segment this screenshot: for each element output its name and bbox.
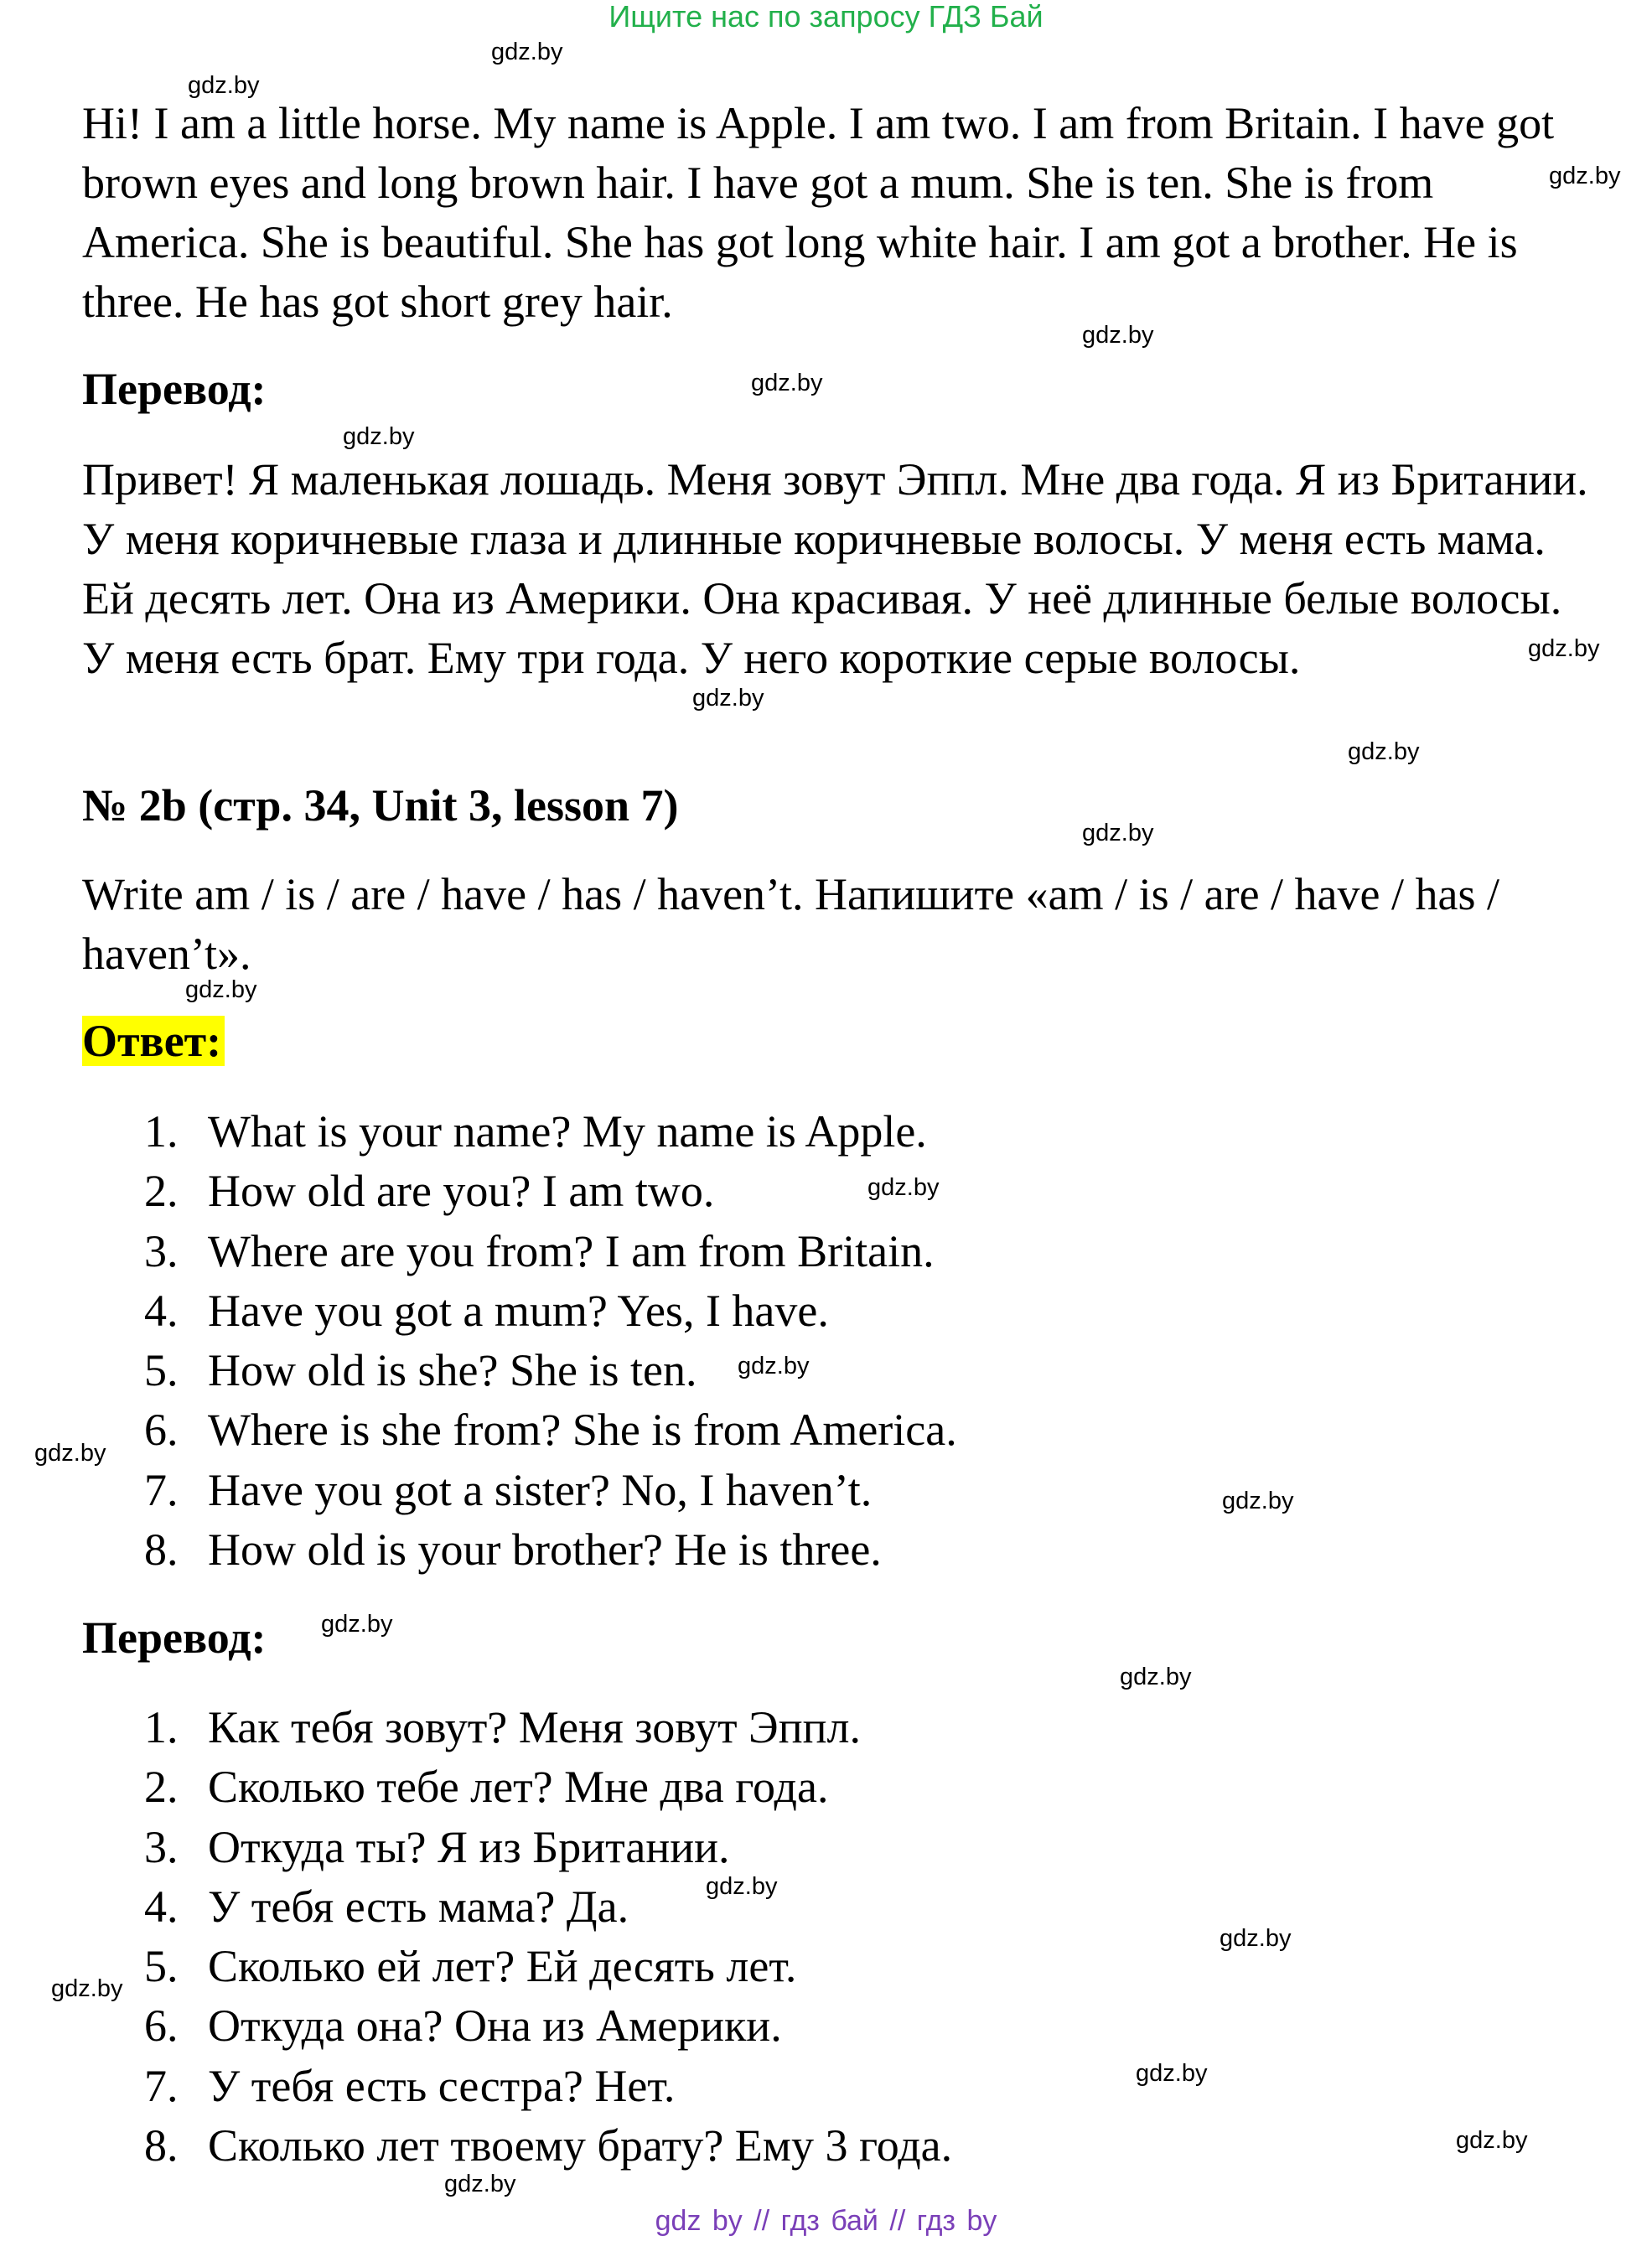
- list-number: 1.: [144, 1106, 179, 1157]
- watermark: gdz.by: [1222, 1488, 1294, 1514]
- watermark: gdz.by: [343, 423, 415, 450]
- list-number: 2.: [144, 1166, 179, 1217]
- watermark: gdz.by: [188, 72, 260, 99]
- watermark: gdz.by: [51, 1975, 123, 2002]
- task-text: Write am / is / are / have / has / haven’t. Напишите «am / is / are / have / has / haven’t».: [82, 869, 1499, 979]
- list-item: [144, 1222, 957, 1281]
- english-paragraph: Hi! I am a little horse. My name is Apple. I am two. I am from Britain. I have got brown eyes and long brown hair. I have got a mum. She is ten. She is from America. She is beautiful. She has got long white hair. I am got a brother. He is three. He has got short grey hair.: [82, 98, 1555, 327]
- answer-heading: [82, 1014, 225, 1068]
- watermark: gdz.by: [1348, 738, 1420, 765]
- list-text: How old is she? She is ten.: [208, 1345, 697, 1396]
- list-text: У тебя есть сестра? Нет.: [208, 2060, 676, 2111]
- list-item: [144, 2057, 952, 2116]
- list-number: 2.: [144, 1762, 179, 1813]
- answer-label: Ответ:: [82, 1016, 225, 1066]
- watermark: gdz.by: [1549, 163, 1621, 189]
- list-text: Сколько ей лет? Ей десять лет.: [208, 1941, 797, 1992]
- answers-list: [144, 1102, 957, 1580]
- watermark: gdz.by: [1136, 2060, 1208, 2087]
- list-item: [144, 1996, 952, 2056]
- watermark: gdz.by: [738, 1353, 810, 1379]
- watermark: gdz.by: [1528, 635, 1600, 662]
- list-item: [144, 1102, 957, 1162]
- watermark: gdz.by: [1120, 1664, 1192, 1690]
- list-number: 1.: [144, 1702, 179, 1752]
- list-item: [144, 1400, 957, 1460]
- list-item: [144, 2116, 952, 2176]
- translations-list: [144, 1698, 952, 2176]
- list-item: [144, 1698, 952, 1757]
- list-number: 7.: [144, 1464, 179, 1515]
- watermark: gdz.by: [34, 1440, 106, 1467]
- list-text: Have you got a mum? Yes, I have.: [208, 1285, 829, 1336]
- watermark: gdz.by: [1082, 322, 1154, 349]
- watermark: gdz.by: [751, 370, 823, 396]
- list-number: 5.: [144, 1941, 179, 1992]
- list-item: [144, 1281, 957, 1341]
- list-item: [144, 1757, 952, 1817]
- list-number: 8.: [144, 2120, 179, 2171]
- list-item: [144, 1461, 957, 1520]
- list-text: Откуда она? Она из Америки.: [208, 2000, 782, 2052]
- list-text: Have you got a sister? No, I haven’t.: [208, 1464, 873, 1515]
- watermark: gdz.by: [321, 1611, 393, 1638]
- watermark: gdz.by: [491, 39, 563, 65]
- translation-heading-2: Перевод:: [82, 1612, 267, 1663]
- watermark: gdz.by: [867, 1174, 940, 1201]
- exercise-heading: № 2b (стр. 34, Unit 3, lesson 7): [82, 780, 679, 831]
- list-number: 4.: [144, 1881, 179, 1932]
- list-item: [144, 1341, 957, 1400]
- list-text: Сколько тебе лет? Мне два года.: [208, 1762, 829, 1813]
- watermark: gdz.by: [706, 1873, 778, 1900]
- list-text: У тебя есть мама? Да.: [208, 1881, 629, 1932]
- russian-paragraph: Привет! Я маленькая лошадь. Меня зовут Эппл. Мне два года. Я из Британии. У меня коричневые глаза и длинные коричневые волосы. У меня есть мама. Ей десять лет. Она из Америки. Она красивая. У неё длинные белые волосы. У меня есть брат. Ему три года. У него короткие серые волосы.: [82, 454, 1588, 683]
- list-number: 6.: [144, 2000, 179, 2052]
- list-item: [144, 1877, 952, 1937]
- list-number: 4.: [144, 1285, 179, 1336]
- watermark: gdz.by: [185, 976, 257, 1003]
- list-item: [144, 1937, 952, 1996]
- list-text: Как тебя зовут? Меня зовут Эппл.: [208, 1702, 861, 1752]
- translation-heading: Перевод:: [82, 364, 267, 414]
- list-text: Откуда ты? Я из Британии.: [208, 1821, 730, 1872]
- list-text: How old is your brother? He is three.: [208, 1524, 882, 1576]
- list-number: 8.: [144, 1524, 179, 1576]
- list-text: Сколько лет твоему брату? Ему 3 года.: [208, 2120, 953, 2171]
- watermark: gdz.by: [1220, 1925, 1292, 1952]
- top-banner[interactable]: Ищите нас по запросу ГДЗ Бай: [608, 0, 1044, 34]
- watermark: gdz.by: [692, 685, 764, 712]
- list-number: 3.: [144, 1821, 179, 1872]
- watermark: gdz.by: [1082, 820, 1154, 846]
- list-number: 7.: [144, 2060, 179, 2111]
- list-text: What is your name? My name is Apple.: [208, 1106, 927, 1157]
- list-number: 5.: [144, 1345, 179, 1396]
- bottom-banner[interactable]: gdz by // гдз бай // гдз by: [655, 2205, 997, 2237]
- list-item: [144, 1162, 957, 1221]
- watermark: gdz.by: [1456, 2127, 1528, 2154]
- list-number: 3.: [144, 1225, 179, 1276]
- watermark: gdz.by: [444, 2171, 516, 2197]
- list-text: How old are you? I am two.: [208, 1166, 715, 1217]
- list-text: Where are you from? I am from Britain.: [208, 1225, 935, 1276]
- list-item: [144, 1818, 952, 1877]
- list-item: [144, 1520, 957, 1580]
- list-text: Where is she from? She is from America.: [208, 1405, 957, 1456]
- list-number: 6.: [144, 1405, 179, 1456]
